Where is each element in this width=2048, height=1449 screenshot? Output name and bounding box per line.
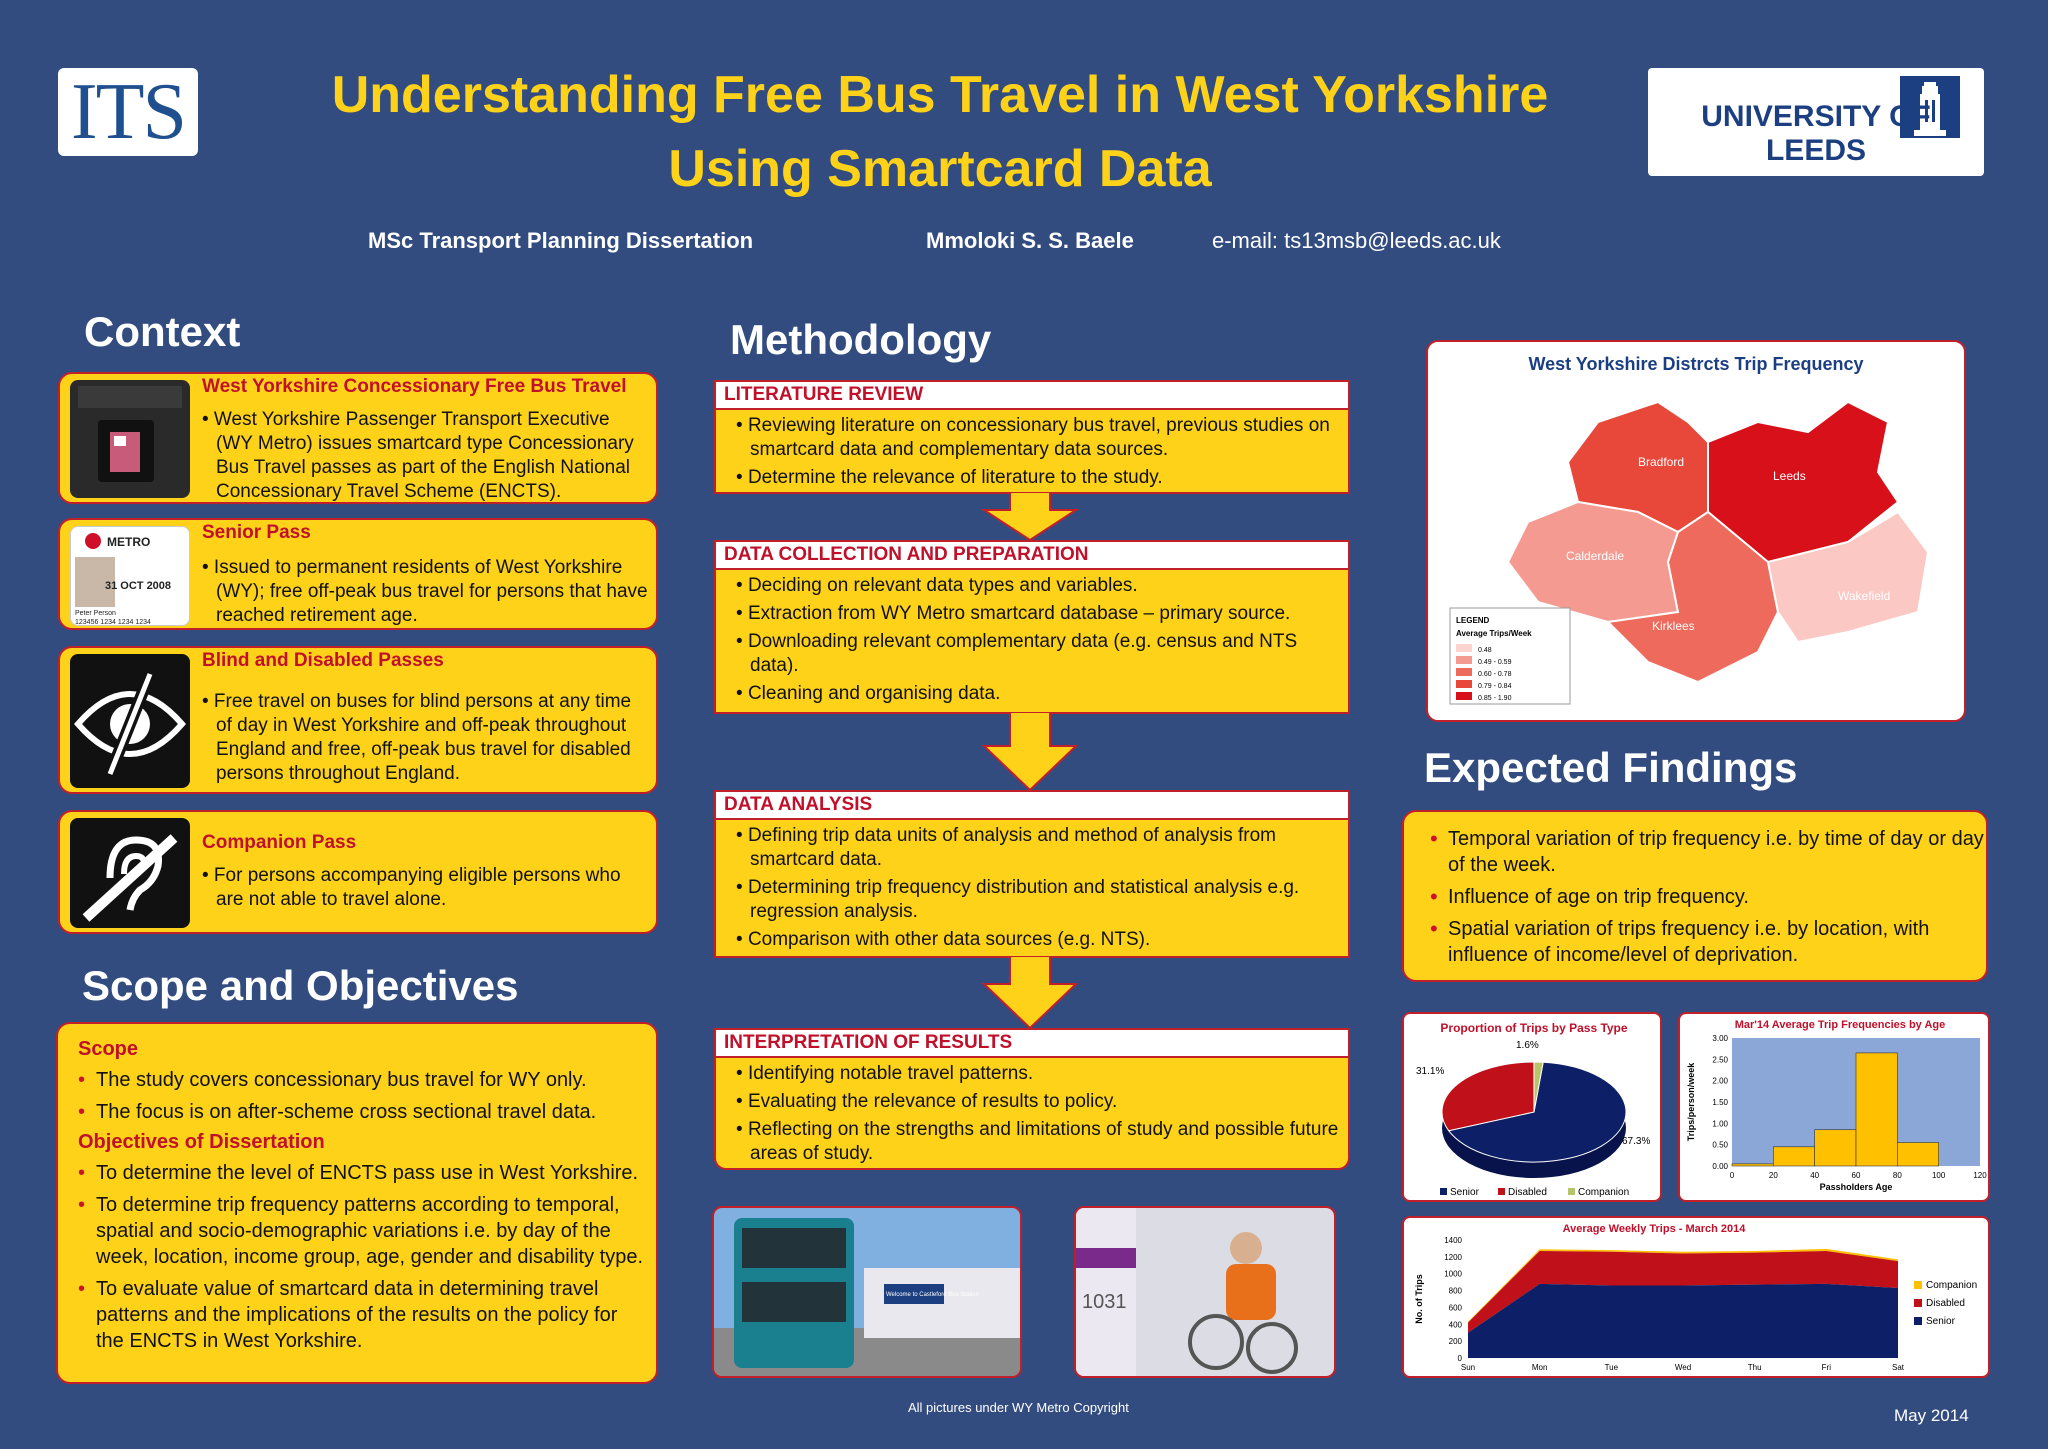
- card-reader-photo: [70, 380, 190, 498]
- area-x-tick: Fri: [1821, 1363, 1831, 1372]
- method-step-interpretation-body: • Identifying notable travel patterns. • Evaluating the relevance of results to policy. • Reflecting on the strengths and limitations of study and possible future areas of study.: [714, 1058, 1350, 1170]
- method-step-data-collection-title: DATA COLLECTION AND PREPARATION: [714, 540, 1350, 570]
- hearing-loop-icon: [70, 818, 190, 928]
- bus-station-photo: [712, 1206, 1022, 1378]
- program-label: MSc Transport Planning Dissertation: [368, 228, 754, 253]
- age-bar: [1815, 1130, 1856, 1166]
- svg-text:Kirklees: Kirklees: [1652, 619, 1695, 633]
- bar-x-tick: 0: [1729, 1171, 1735, 1180]
- bar-x-tick: 20: [1768, 1171, 1778, 1180]
- area-y-tick: 1200: [1444, 1252, 1462, 1262]
- flow-arrow-icon: [980, 956, 1080, 1030]
- area-y-tick: 1400: [1444, 1236, 1462, 1245]
- area-legend-label: Disabled: [1926, 1298, 1965, 1309]
- area-title: Average Weekly Trips - March 2014: [1562, 1223, 1746, 1235]
- map-legend-swatch: [1456, 692, 1472, 700]
- author-email[interactable]: e-mail: ts13msb@leeds.ac.uk: [1212, 228, 1501, 253]
- svg-text:31 OCT 2008: 31 OCT 2008: [105, 580, 172, 592]
- district-map-panel: [1426, 340, 1966, 722]
- context-card-blind-disabled: Blind and Disabled Passes • Free travel on buses for blind persons at any time of day in West Yorkshire and off-peak throughout England and free, off-peak bus travel for disabled persons throughout England.: [58, 646, 658, 794]
- area-y-tick: 200: [1448, 1337, 1462, 1347]
- context-card-companion: Companion Pass • For persons accompanying eligible persons who are not able to travel alone.: [58, 810, 658, 934]
- map-legend-label: 0.79 - 0.84: [1478, 683, 1512, 690]
- map-legend-label: 0.49 - 0.59: [1478, 659, 1512, 666]
- area-legend-label: Companion: [1926, 1280, 1978, 1291]
- method-step-data-collection-body: • Deciding on relevant data types and variables. • Extraction from WY Metro smartcard database – primary source. • Downloading relevant complementary data (e.g. census and NTS data). • Cleaning and organising data.: [714, 570, 1350, 714]
- photo-copyright: All pictures under WY Metro Copyright: [908, 1400, 1129, 1415]
- area-series-senior: [1468, 1284, 1898, 1358]
- map-legend-swatch: [1456, 680, 1472, 688]
- bar-y-tick: 1.50: [1712, 1098, 1728, 1107]
- findings-heading: Expected Findings: [1424, 744, 1798, 791]
- pie-legend-label: Disabled: [1508, 1187, 1547, 1198]
- pie-legend-label: Senior: [1450, 1187, 1479, 1198]
- map-legend-swatch: [1456, 644, 1472, 652]
- weekly-trips-chart: [1404, 1218, 1990, 1378]
- author-name: Mmoloki S. S. Baele: [926, 228, 1134, 253]
- age-bar: [1773, 1147, 1814, 1166]
- area-legend-swatch: [1914, 1299, 1922, 1307]
- district-map: [1428, 382, 1966, 722]
- method-step-literature-title: LITERATURE REVIEW: [714, 380, 1350, 410]
- flow-arrow-icon: [980, 712, 1080, 792]
- svg-text:Average Trips/Week: Average Trips/Week: [1456, 629, 1532, 638]
- map-legend-swatch: [1456, 668, 1472, 676]
- methodology-heading: Methodology: [730, 316, 992, 363]
- bar-x-tick: 80: [1892, 1171, 1902, 1180]
- pie-label: 67.3%: [1622, 1136, 1651, 1147]
- bar-y-tick: 3.00: [1712, 1034, 1728, 1043]
- map-legend-label: 0.85 - 1.90: [1478, 695, 1512, 702]
- svg-text:LEGEND: LEGEND: [1456, 616, 1490, 625]
- flow-arrow-icon: [980, 492, 1080, 542]
- bar-y-tick: 2.50: [1712, 1055, 1728, 1065]
- bar-x-tick: 100: [1931, 1171, 1946, 1180]
- context-heading: Context: [84, 308, 241, 355]
- university-of-leeds-logo: UNIVERSITY OF LEEDS: [1648, 68, 1984, 176]
- pie-legend-swatch: [1568, 1188, 1575, 1195]
- svg-text:Calderdale: Calderdale: [1566, 549, 1625, 563]
- svg-text:Wakefield: Wakefield: [1838, 589, 1891, 603]
- pie-title: Proportion of Trips by Pass Type: [1440, 1021, 1628, 1035]
- poster-title: Understanding Free Bus Travel in West Yorkshire Using Smartcard Data: [331, 66, 1549, 198]
- bar-x-tick: 40: [1810, 1171, 1820, 1180]
- pie-legend-swatch: [1440, 1188, 1447, 1195]
- scope-heading: Scope and Objectives: [82, 962, 519, 1009]
- findings-card: • Temporal variation of trip frequency i.e. by time of day or day of the week. • Influence of age on trip frequency. • Spatial variation of trips frequency i.e. by location, with influence of income/level of deprivation.: [1402, 810, 1988, 982]
- pie-chart-panel: [1402, 1012, 1662, 1202]
- pie-chart: [1404, 1014, 1662, 1202]
- svg-text:1031: 1031: [1082, 1291, 1127, 1313]
- area-y-tick: 0: [1457, 1354, 1462, 1363]
- map-legend-label: 0.60 - 0.78: [1478, 671, 1512, 678]
- area-y-tick: 600: [1448, 1303, 1462, 1313]
- pie-legend-label: Companion: [1578, 1187, 1630, 1198]
- pie-label: 1.6%: [1516, 1040, 1539, 1051]
- bar-x-tick: 120: [1973, 1171, 1987, 1180]
- area-y-tick: 800: [1448, 1286, 1462, 1296]
- age-bar-chart-panel: [1678, 1012, 1990, 1202]
- area-legend-swatch: [1914, 1281, 1922, 1289]
- age-bar: [1856, 1053, 1897, 1166]
- weekly-trips-chart-panel: [1402, 1216, 1990, 1378]
- bar-x-tick: 60: [1851, 1171, 1861, 1180]
- age-bar-chart: [1680, 1014, 1990, 1202]
- bar-title: Mar'14 Average Trip Frequencies by Age: [1734, 1019, 1946, 1031]
- scope-card: Scope • The study covers concessionary bus travel for WY only. • The focus is on after-scheme cross sectional travel data. Objectives of Dissertation • To determine the level of ENCTS pass use in West Yorkshire. • To determine trip frequency patterns according to temporal, spatial and socio-demographic variations i.e. by day of the week, location, income group, age, gender and disability type. • To evaluate value of smartcard data in determining travel patterns and the implications of the results on the policy for the ENCTS in West Yorkshire.: [56, 1022, 658, 1384]
- bar-y-tick: 0.00: [1712, 1162, 1728, 1171]
- bar-y-tick: 2.00: [1712, 1076, 1728, 1086]
- pie-legend-swatch: [1498, 1188, 1505, 1195]
- svg-text:Peter Person: Peter Person: [75, 610, 116, 617]
- context-card-senior: METRO 31 OCT 2008 Peter Person 123456 1234 1234 1234 Senior Pass • Issued to permanent residents of West Yorkshire (WY); free off-peak bus travel for persons that have reached retirement age.: [58, 518, 658, 630]
- svg-text:METRO: METRO: [107, 535, 151, 549]
- wheelchair-boarding-photo: [1074, 1206, 1336, 1378]
- map-legend-swatch: [1456, 656, 1472, 664]
- area-x-tick: Sat: [1891, 1363, 1905, 1372]
- svg-text:Bradford: Bradford: [1638, 455, 1685, 469]
- its-logo: ITS: [58, 68, 198, 156]
- poster-date: May 2014: [1894, 1406, 1969, 1425]
- area-x-tick: Mon: [1531, 1363, 1548, 1372]
- area-x-tick: Wed: [1674, 1363, 1692, 1372]
- method-step-interpretation-title: INTERPRETATION OF RESULTS: [714, 1028, 1350, 1058]
- area-y-tick: 400: [1448, 1320, 1462, 1330]
- svg-text:Welcome to Castleford Bus Stat: Welcome to Castleford Bus Station: [886, 1292, 979, 1298]
- method-step-analysis-body: • Defining trip data units of analysis and method of analysis from smartcard data. • Determining trip frequency distribution and statistical analysis e.g. regression analysis. • Comparison with other data sources (e.g. NTS).: [714, 820, 1350, 958]
- age-bar: [1897, 1143, 1938, 1166]
- area-x-tick: Tue: [1604, 1363, 1619, 1372]
- method-step-literature-body: • Reviewing literature on concessionary bus travel, previous studies on smartcard data and complementary data sources. • Determine the relevance of literature to the study.: [714, 410, 1350, 494]
- bar-y-label: Trips/person/week: [1686, 1062, 1696, 1142]
- area-y-label: No. of Trips: [1414, 1274, 1424, 1324]
- age-bar: [1732, 1164, 1773, 1166]
- bar-x-label: Passholders Age: [1819, 1182, 1893, 1192]
- svg-text:123456 1234 1234 1234: 123456 1234 1234 1234: [75, 619, 151, 626]
- area-x-tick: Sun: [1460, 1363, 1476, 1372]
- pie-label: 31.1%: [1416, 1066, 1445, 1077]
- map-title: West Yorkshire Distrcts Trip Frequency: [1528, 354, 1864, 374]
- area-legend-swatch: [1914, 1317, 1922, 1325]
- method-step-analysis-title: DATA ANALYSIS: [714, 790, 1350, 820]
- area-x-tick: Thu: [1747, 1363, 1762, 1372]
- blind-eye-icon: [70, 654, 190, 788]
- map-legend-label: 0.48: [1478, 647, 1492, 654]
- area-legend-label: Senior: [1926, 1316, 1955, 1327]
- bar-y-tick: 1.00: [1712, 1119, 1728, 1129]
- svg-text:Leeds: Leeds: [1773, 469, 1806, 483]
- metro-pass-photo: [70, 526, 190, 626]
- area-y-tick: 1000: [1444, 1269, 1462, 1279]
- bar-y-tick: 0.50: [1712, 1140, 1728, 1150]
- context-card-concessionary: West Yorkshire Concessionary Free Bus Travel • West Yorkshire Passenger Transport Executive (WY Metro) issues smartcard type Concessionary Bus Travel passes as part of the English National Concessionary Travel Scheme (ENCTS).: [58, 372, 658, 504]
